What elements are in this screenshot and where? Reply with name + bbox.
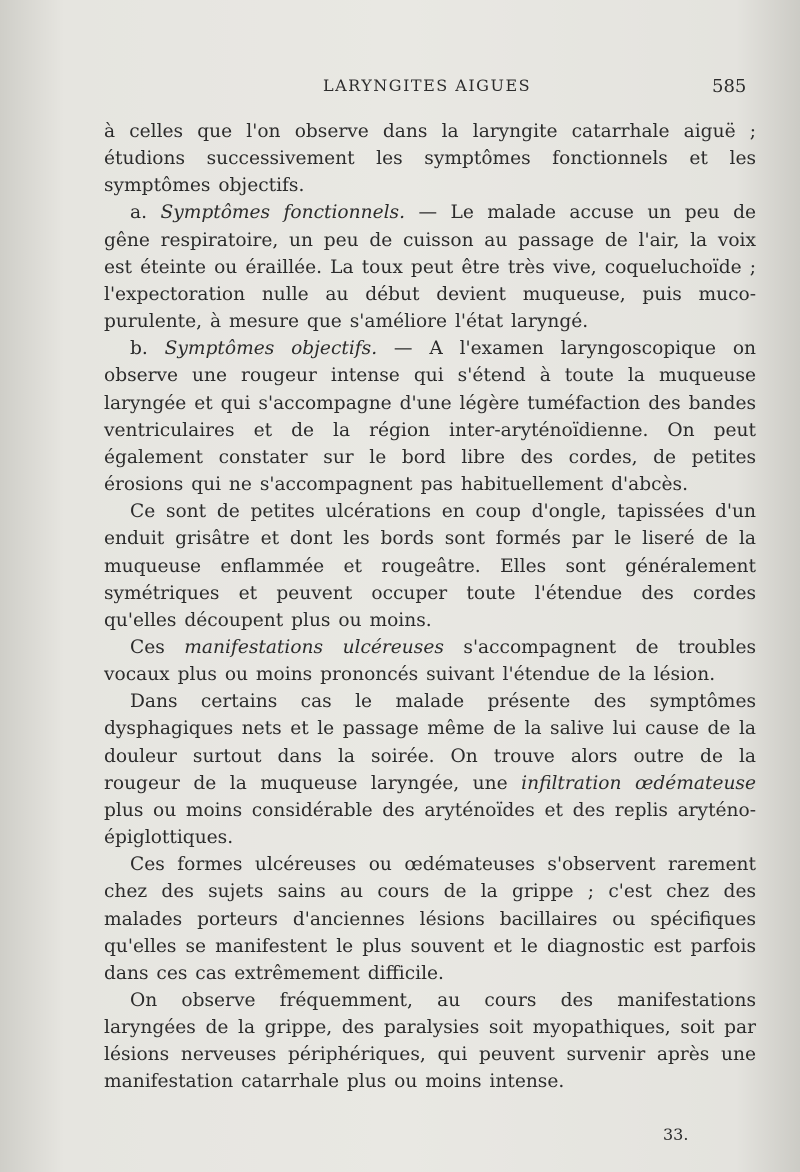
paragraph-text: s'accompagnent de troubles vocaux plus ou moins prononcés suivant l'étendue de la lésion. (104, 636, 756, 686)
running-title: LARYNGITES AIGUES (323, 76, 532, 95)
section-marker-a: a. (130, 202, 147, 224)
paragraph-dysphagie (104, 688, 756, 851)
paragraph-text: plus ou moins considérable des aryténoïdes et des replis aryténo-épiglottiques. (104, 799, 756, 849)
signature-mark: 33. (663, 1125, 689, 1144)
paragraph-text: — Le malade accuse un peu de gêne respiratoire, un peu de cuisson au passage de l'air, la voix est éteinte ou éraillée. La toux peut être très vive, coqueluchoïde ; l'expectoration nulle au début devient muqueuse, puis muco-purulente, à mesure que s'améliore l'état laryngé. (104, 202, 756, 333)
paragraph-lead: Dans certains cas le malade présente des symptômes dysphagiques nets et le passage même de la salive lui cause de la douleur surtout dans la soirée. On trouve alors outre de la rougeur de la muqueuse laryngée, une (104, 691, 756, 794)
paragraph-symptomes-objectifs (104, 335, 756, 498)
paragraph-text: — A l'examen laryngoscopique on observe une rougeur intense qui s'étend à toute la muqueuse laryngée et qui s'accompagne d'une légère tuméfaction des bandes ventriculaires et de la région inter-aryténoïdienne. On peut également constater sur le bord libre des cordes, de petites érosions qui ne s'accompagnent pas habituellement d'abcès. (104, 338, 756, 496)
paragraph-manifestations (104, 634, 756, 688)
emphasis-manifestations-ulcereuses: manifestations ulcéreuses (184, 636, 444, 658)
section-heading-fonctionnels: Symptômes fonctionnels. (160, 202, 405, 224)
paragraph-continuation: à celles que l'on observe dans la laryngite catarrhale aiguë ; étudions successivement les symptômes fonctionnels et les symptômes objectifs. (104, 121, 756, 197)
paragraph-ulcerations: Ce sont de petites ulcérations en coup d'ongle, tapissées d'un enduit grisâtre et dont les bords sont formés par le liseré de la muqueuse enflammée et rougeâtre. Elles sont généralement symétriques et peuvent occuper toute l'étendue des cordes qu'elles découpent plus ou moins. (104, 501, 756, 631)
paragraph-paralysies: On observe fréquemment, au cours des manifestations laryngées de la grippe, des paralysies soit myopathiques, soit par lésions nerveuses périphériques, qui peuvent survenir après une manifestation catarrhale plus ou moins intense. (104, 990, 756, 1093)
page-number: 585 (712, 76, 747, 97)
paragraph-formes: Ces formes ulcéreuses ou œdémateuses s'observent rarement chez des sujets sains au cours de la grippe ; c'est chez des malades porteurs d'anciennes lésions bacillaires ou spécifiques qu'elles se manifestent le plus souvent et le diagnostic est parfois dans ces cas extrêmement difficile. (104, 854, 756, 984)
running-header (0, 76, 800, 102)
emphasis-infiltration-oedemateuse: infiltration œdémateuse (521, 772, 756, 794)
section-marker-b: b. (130, 338, 148, 360)
body-text (104, 118, 756, 1096)
section-heading-objectifs: Symptômes objectifs. (164, 338, 378, 360)
paragraph-symptomes-fonctionnels (104, 199, 756, 335)
paragraph-lead: Ces (130, 636, 185, 658)
